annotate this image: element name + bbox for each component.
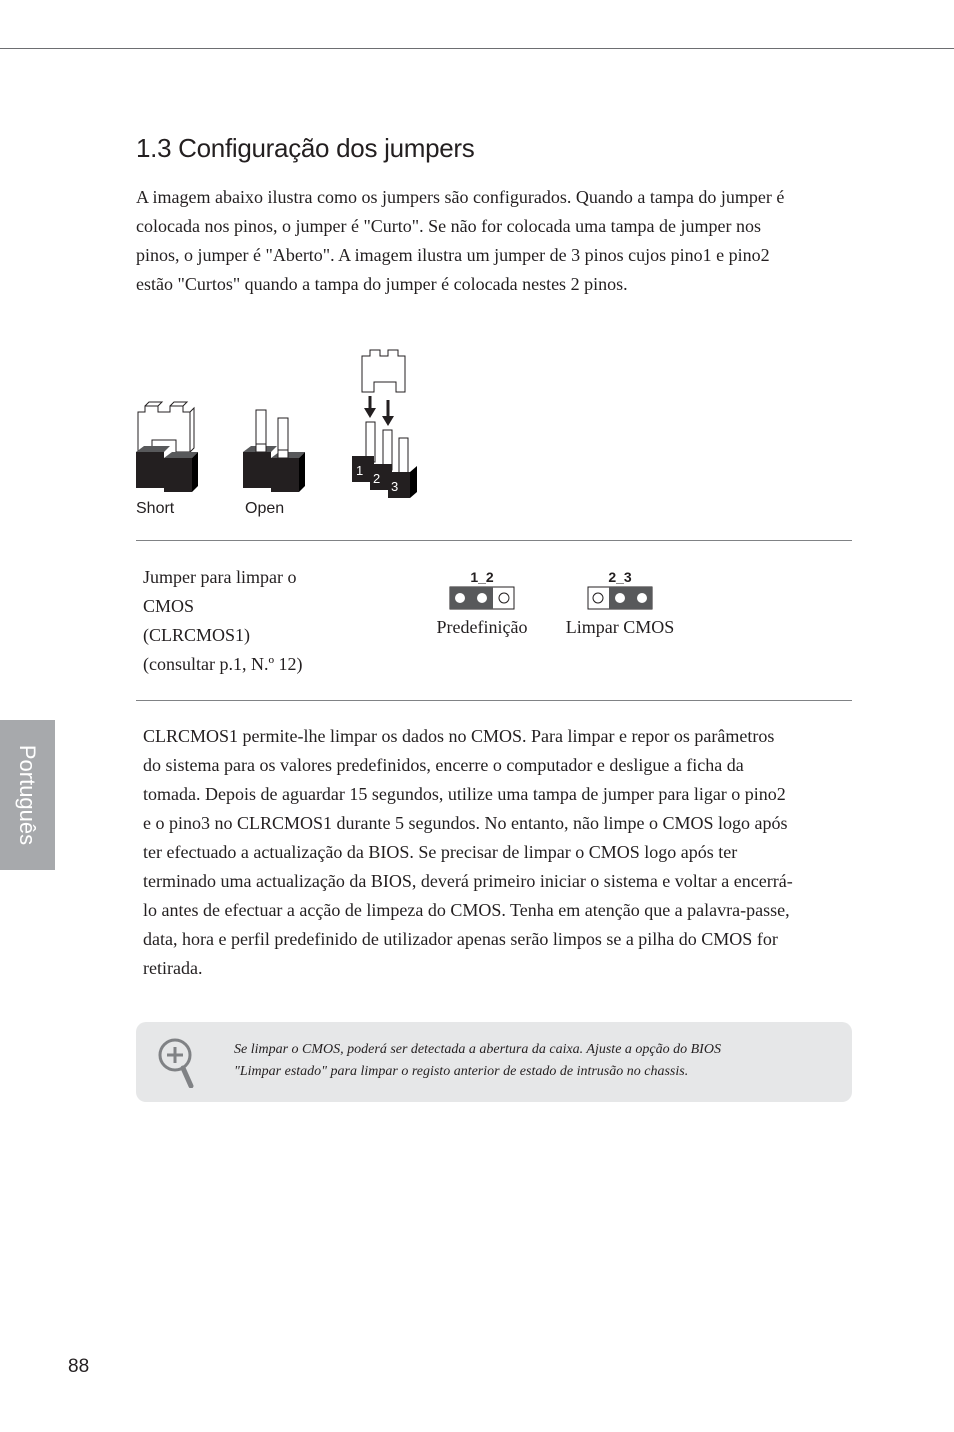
jumper-description-line: CMOS <box>143 596 195 616</box>
setting-caption: Limpar CMOS <box>565 617 675 637</box>
three-pin-jumper-illustration <box>352 350 417 498</box>
open-jumper-illustration <box>243 410 305 492</box>
note-line: "Limpar estado" para limpar o registo anterior de estado de intrusão no chassis. <box>234 1064 689 1079</box>
pin-setting-label: 1_2 <box>470 569 494 585</box>
jumper-description-line: Jumper para limpar o <box>143 567 297 587</box>
note-text <box>234 1039 834 1083</box>
note-line: Se limpar o CMOS, poderá ser detectada a abertura da caixa. Ajuste a opção do BIOS <box>234 1042 721 1057</box>
section-title: 1.3 Configuração dos jumpers <box>136 133 475 163</box>
table-bottom-rule <box>136 700 852 701</box>
open-label: Open <box>245 500 285 517</box>
table-top-rule <box>136 540 852 541</box>
pin-header-clear-icon <box>587 586 653 610</box>
note-box <box>136 1022 852 1102</box>
header-rule <box>0 48 954 49</box>
intro-paragraph: A imagem abaixo ilustra como os jumpers são configurados. Quando a tampa do jumper é colocada nos pinos, o jumper é "Curto". Se não for colocada uma tampa de jumper nos pinos, o jumper é "Aberto". A imagem ilustra um jumper de 3 pinos cujos pino1 e pino2 estão "Curtos" quando a tampa do jumper é colocada nestes 2 pinos. <box>136 187 785 294</box>
pin-header-default-icon <box>449 586 515 610</box>
short-jumper-illustration <box>136 402 198 492</box>
jumper-description-line: (consultar p.1, N.º 12) <box>143 654 303 674</box>
jumper-description <box>143 563 393 679</box>
page-number: 88 <box>68 1356 90 1377</box>
magnifier-plus-icon <box>156 1036 202 1088</box>
pin-setting-label: 2_3 <box>608 569 632 585</box>
short-label: Short <box>136 500 175 517</box>
setting-caption: Predefinição <box>436 617 528 637</box>
pin-number-2: 2 <box>373 471 381 486</box>
language-side-tab <box>0 720 55 870</box>
pin-number-3: 3 <box>391 479 399 494</box>
clrcmos-explanation: CLRCMOS1 permite-lhe limpar os dados no CMOS. Para limpar e repor os parâmetros do sistema para os valores predefinidos, encerre o computador e desligue a ficha da tomada. Depois de aguardar 15 segundos, utilize uma tampa de jumper para ligar o pino2 e o pino3 no CLRCMOS1 durante 5 segundos. No entanto, não limpe o CMOS logo após ter efectuado a actualização da BIOS. Se precisar de limpar o CMOS logo após ter terminado uma actualização da BIOS, deverá primeiro iniciar o sistema e voltar a encerrá-lo antes de efectuar a acção de limpeza do CMOS. Tenha em atenção que a palavra-passe, data, hora e perfil predefinido de utilizador apenas serão limpos se a pilha do CMOS for retirada. <box>143 726 793 978</box>
jumper-diagram <box>130 348 430 528</box>
pin-number-1: 1 <box>356 463 364 478</box>
setting-clear-cmos <box>560 568 680 638</box>
jumper-description-line: (CLRCMOS1) <box>143 625 251 645</box>
setting-default <box>432 568 532 638</box>
language-label: Português <box>15 744 40 846</box>
